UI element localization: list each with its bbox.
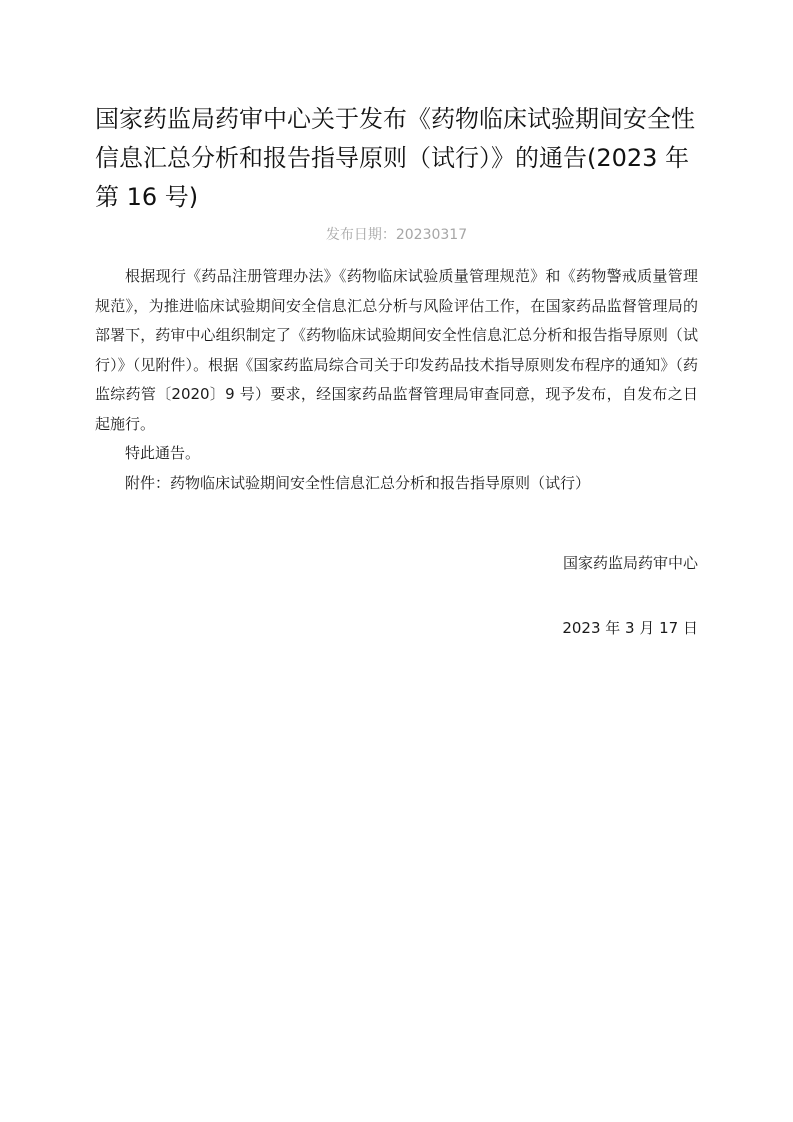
issuer-signature: 国家药监局药审中心 [562, 554, 698, 572]
document-body [95, 262, 698, 498]
publish-date-label: 发布日期： [325, 227, 396, 243]
body-paragraph-notice: 特此通告。 [125, 444, 201, 462]
body-paragraph-main: 根据现行《药品注册管理办法》《药物临床试验质量管理规范》和《药物警戒质量管理规范》，为推进临床试验期间安全信息汇总分析与风险评估工作，在国家药品监督管理局的部署下，药审中心组织制定了《药物临床试验期间安全性信息汇总分析和报告指导原则（试行）》（见附件）。根据《国家药监局综合司关于印发药品技术指导原则发布程序的通知》（药监综药管〔2020〕9 号）要求，经国家药品监督管理局审查同意，现予发布，自发布之日起施行。 [95, 267, 698, 433]
signed-date: 2023 年 3 月 17 日 [562, 619, 698, 637]
publish-date [95, 224, 698, 244]
attachment-line: 附件：药物临床试验期间安全性信息汇总分析和报告指导原则（试行） [125, 473, 591, 492]
publish-date-value: 20230317 [395, 227, 468, 243]
document-title: 国家药监局药审中心关于发布《药物临床试验期间安全性信息汇总分析和报告指导原则（试行）》的通告(2023 年第 16 号) [95, 105, 695, 211]
